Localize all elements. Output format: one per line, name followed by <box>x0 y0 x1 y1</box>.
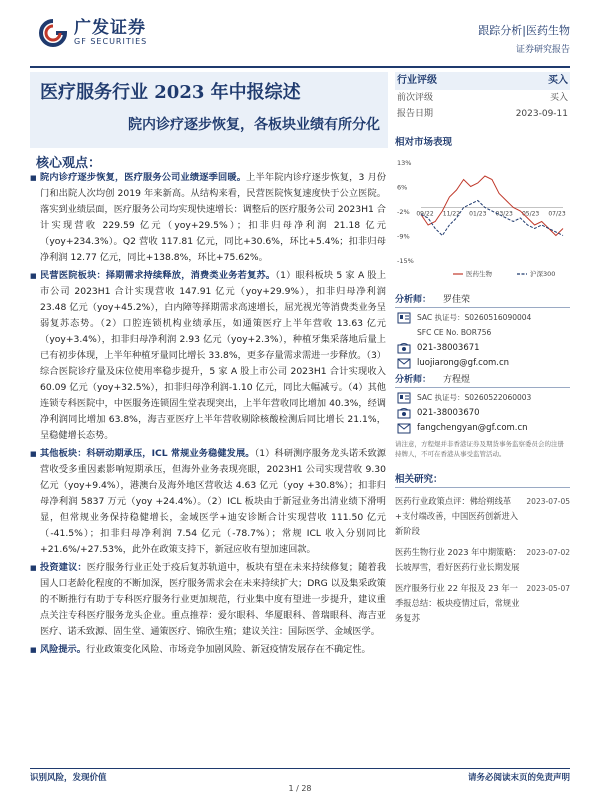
x-tick-label: 05/23 <box>521 210 540 218</box>
phone-icon <box>395 407 413 419</box>
relative-performance-chart <box>395 152 570 282</box>
id-card-icon <box>395 392 413 404</box>
report-title: 医疗服务行业 2023 年中报综述 <box>40 82 301 103</box>
header-divider <box>30 66 570 68</box>
y-tick-label: 6% <box>397 183 408 192</box>
y-tick-label: -9% <box>397 232 410 241</box>
mail-icon <box>395 357 413 369</box>
core-heading: 核心观点： <box>36 156 102 171</box>
gf-logo-icon <box>38 18 68 48</box>
phone-number: 021-38003670 <box>417 407 480 418</box>
x-tick-label: 09/22 <box>416 210 434 218</box>
market-heading: 相对市场表现 <box>395 137 453 148</box>
related-item[interactable]: 医疗服务行业 22 年报及 23 年一季报总结：板块疫情过后，常规业务复苏 2023-05-07 <box>395 583 570 623</box>
id-card-icon <box>395 312 413 324</box>
logo-text-cn: 广发证券 <box>74 18 146 38</box>
report-type: 证券研究报告 <box>515 45 570 55</box>
x-tick-label: 01/23 <box>469 210 487 218</box>
y-tick-label: 13% <box>397 159 412 167</box>
mail-icon <box>395 422 413 434</box>
page-footer <box>30 768 570 783</box>
email-link[interactable]: luojiarong@gf.com.cn <box>417 357 510 368</box>
analysts <box>395 292 570 459</box>
legend-label: 沪深300 <box>530 270 556 278</box>
footer-disclaimer: 请务必阅读末页的免责声明 <box>467 773 570 783</box>
sac-cert: SAC 执证号：S0260516090004 <box>417 313 532 322</box>
x-tick-label: 03/23 <box>495 210 513 218</box>
report-subtitle: 院内诊疗逐步恢复，各板块业绩有所分化 <box>128 117 380 133</box>
footer-slogan: 识别风险，发现价值 <box>30 773 107 783</box>
related-item[interactable]: 医药生物行业 2023 年中期策略：长坡厚雪，看好医药行业长期发展 2023-07-02 <box>395 547 570 572</box>
series-line-1 <box>421 176 566 236</box>
x-tick-label: 11/22 <box>442 210 461 218</box>
y-tick-label: -2% <box>397 208 410 216</box>
report-date: 报告日期 2023-09-11 <box>397 109 568 119</box>
legend-label: 医药生物 <box>466 270 492 278</box>
page-header <box>0 0 600 64</box>
analyst-1: 分析师： 罗佳荣 <box>395 292 570 308</box>
page-number: 1 / 28 <box>288 784 312 793</box>
core-point: ■ 民营医院板块：择期需求持续释放，消费类业务若复苏。（1）眼科板块 5 家 A 股上市公司 2023H1 合计实现营收 147.91 亿元（yoy+29.9%），扣非归母净利润 23.48 亿元（yoy+45.2%），白内障等择期需求高速增长，屈光视光等消费类业务呈弱复苏态势。（2）口腔连锁机构业绩承压，如通策医疗上半年营收 13.63 亿元（yoy+3.4%），扣非归母净利润 2.93 亿元（yoy+2.3%），种植牙集采落地后量上已有初步体现，上半年种植牙量同比增长 33.8%，更多存量需求需进一步释放。（3）综合医院诊疗量及床位使用率稳步提升，5 家 A 股上市公司 2023H1 合计实现收入 60.09 亿元（yoy+32.5%），扣非归母净利润-1.10 亿元，同比大幅减亏。（4）其他连锁专科医院中，中医服务连锁固生堂表现突出，上半年营收同比增加 40.3%，经调净利润同比增加 63.8%，海吉亚医疗上半年营收剔除核酸检测后同比增长 21.1%，呈稳健增长态势。 <box>30 268 386 444</box>
analyst-disclaimer: 请注意，方程煜并非香港证券及期货事务监察委员会的注册持牌人，不可在香港从事受监管活动。 <box>395 440 564 458</box>
core-point: ■ 其他板块：科研动期承压，ICL 常规业务稳健发展。（1）科研测序服务龙头诺禾致源营收受多重因素影响短期承压，但海外业务表现亮眼，2023H1 公司实现营收 9.30 亿元（yoy+9.4%），港澳台及海外地区营收达 4.63 亿元（yoy +30.8%）；扣非归母净利润 5837 万元（yoy +24.4%）。（2）ICL 板块由于新冠业务出清业绩下滑明显，但常规业务保持稳健增长，金域医学+迪安诊断合计实现营收 111.50 亿元（-41.5%）；扣非归母净利润 7.54 亿元（-78.7%）；常规 ICL 收入分别同比+21.6%/+27.53%，此外在政策支持下，新冠应收有望加速回款。 <box>30 446 386 558</box>
series-line-2 <box>421 201 566 236</box>
sac-cert: SAC 执证号：S0260522060003 <box>417 393 532 402</box>
core-point: ■ 院内诊疗逐步恢复，医疗服务公司业绩逐季回暖。上半年院内诊疗逐步恢复，3 月份门和出院人次均创 2019 年来新高。从结构来看，民营医院恢复速度快于公立医院。落实到业绩层面，医疗服务公司均实现快速增长：调整后的医疗服务公司 2023H1 合计实现营收 229.59 亿元（yoy+29.5%）；扣非归母净利润 21.18 亿元（yoy+234.3%）。Q2 营收 117.81 亿元，同比+30.6%，环比+5.4%；扣非归母净利润 12.77 亿元，同比+138.8%，环比+75.62%。 <box>30 170 386 266</box>
phone-number: 021-38003671 <box>417 342 480 353</box>
logo-text-en: GF SECURITIES <box>74 37 148 46</box>
core-points <box>30 170 386 660</box>
phone-icon <box>395 342 413 354</box>
gf-logo <box>38 18 147 48</box>
analyst-2: 分析师： 方程煜 <box>395 372 570 388</box>
x-tick-label: 07/23 <box>548 210 566 218</box>
y-tick-label: -15% <box>397 257 414 265</box>
sidebar <box>395 72 570 626</box>
report-category: 跟踪分析|医药生物 <box>478 24 570 37</box>
core-point: ■ 投资建议：医疗服务行业正处于疫后复苏轨道中，板块有望在未来持续修复；随着我国人口老龄化程度的不断加深，医疗服务需求会在未来持续扩大；DRG 以及集采政策的不断推行有助于专科医疗服务行业更加规范，行业集中度有望进一步提升，建议重点关注专科医疗服务龙头企业。重点推荐：爱尔眼科、华厦眼科、普瑞眼科、海吉亚医疗、诺禾致源、固生堂、通策医疗、锦欣生殖；建议关注：国际医学、金域医学。 <box>30 560 386 640</box>
related-research-heading: 相关研究： <box>395 471 570 488</box>
core-point: ■ 风险提示。行业政策变化风险、市场竞争加剧风险、新冠疫情发展存在不确定性。 <box>30 642 386 658</box>
sfc-cert: SFC CE No. BOR756 <box>417 328 492 337</box>
rating-header: 行业评级 买入 <box>395 72 570 90</box>
email-link[interactable]: fangchengyan@gf.com.cn <box>417 422 528 433</box>
previous-rating: 前次评级 买入 <box>397 93 568 103</box>
related-item[interactable]: 医药行业政策点评：佛给朔线革+支付端改善，中国医药创新进入新阶段 2023-07-05 <box>395 496 570 536</box>
